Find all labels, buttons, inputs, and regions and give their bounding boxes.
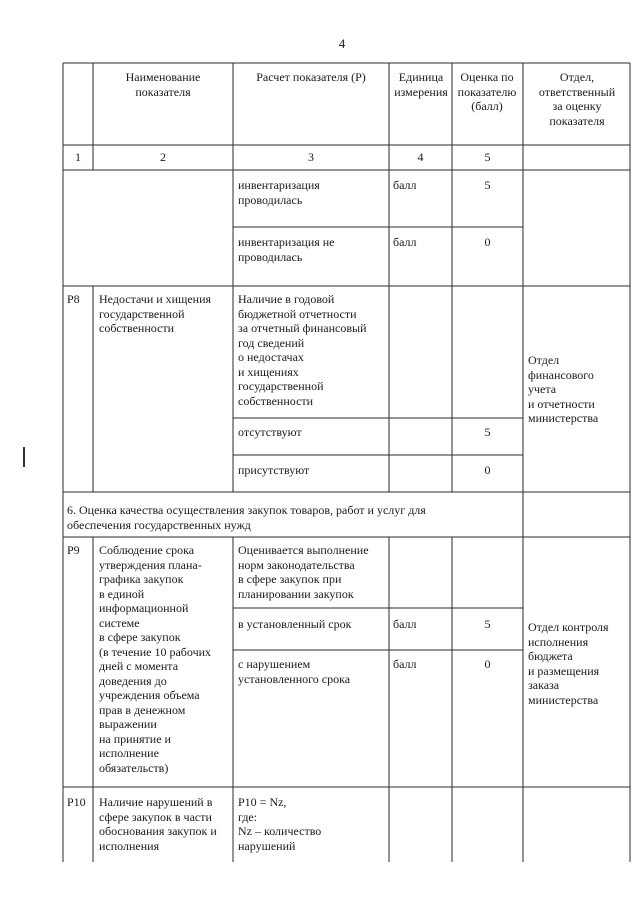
header-calc: Расчет показателя (Р): [256, 70, 366, 84]
p9-calc-intro: Оценивается выполнение норм законодательства в сфере закупок при планировании закупок: [238, 543, 369, 601]
p8-department: Отдел финансового учета и отчетности министерства: [528, 353, 599, 425]
p10-calc: Р10 = Nz, где: Nz – количество нарушений: [238, 795, 322, 853]
p8-option-absent-score: 5: [484, 425, 491, 439]
p9-option-late: с нарушением установленного срока: [238, 657, 351, 686]
cont-unit-2: балл: [393, 235, 417, 249]
p10-code: Р10: [67, 795, 86, 809]
cont-calc-2: инвентаризация не проводилась: [238, 235, 335, 264]
cont-score-2: 0: [484, 235, 491, 249]
section-6-title: 6. Оценка качества осуществления закупок товаров, работ и услуг для обеспечения государственных нужд: [67, 503, 426, 532]
p9-name: Соблюдение срока утверждения плана- графика закупок в единой информационной системе в сфере закупок (в течение 10 рабочих дней с момента доведения до учреждения объема прав в денежном выражении на принятие и исполнение обязательств): [99, 543, 212, 775]
p9-option-on-time-unit: балл: [393, 617, 417, 631]
p9-code: Р9: [67, 543, 80, 557]
p8-option-present-score: 0: [484, 463, 491, 477]
p8-calc-intro: Наличие в годовой бюджетной отчетности за отчетный финансовый год сведений о недостачах и хищениях государственной собственности: [238, 292, 367, 408]
page-number: 4: [338, 36, 346, 51]
scan-edge-mark: [23, 447, 25, 467]
header-name: Наименование показателя: [125, 70, 201, 99]
header-score: Оценка по показателю (балл): [457, 70, 517, 113]
p8-code: Р8: [67, 292, 80, 306]
p8-option-present: присутствуют: [238, 463, 310, 477]
col-number-3: 3: [308, 150, 314, 164]
col-number-5: 5: [484, 150, 491, 164]
p9-option-late-unit: балл: [393, 657, 417, 671]
col-number-4: 4: [417, 150, 424, 164]
col-number-2: 2: [160, 150, 166, 164]
cont-unit-1: балл: [393, 178, 417, 192]
cont-calc-1: инвентаризация проводилась: [238, 178, 320, 207]
p9-option-on-time-score: 5: [484, 617, 491, 631]
header-dept: Отдел, ответственный за оценку показателя: [538, 70, 616, 128]
col-number-1: 1: [75, 150, 81, 164]
p8-option-absent: отсутствуют: [238, 425, 302, 439]
header-unit: Единица измерения: [394, 70, 448, 99]
p8-name: Недостачи и хищения государственной собственности: [99, 292, 212, 335]
p9-department: Отдел контроля исполнения бюджета и размещения заказа министерства: [528, 620, 609, 707]
cont-score-1: 5: [484, 178, 491, 192]
p10-name: Наличие нарушений в сфере закупок в части обоснования закупок и исполнения: [99, 795, 217, 853]
p9-option-late-score: 0: [484, 657, 491, 671]
p9-option-on-time: в установленный срок: [238, 617, 352, 631]
